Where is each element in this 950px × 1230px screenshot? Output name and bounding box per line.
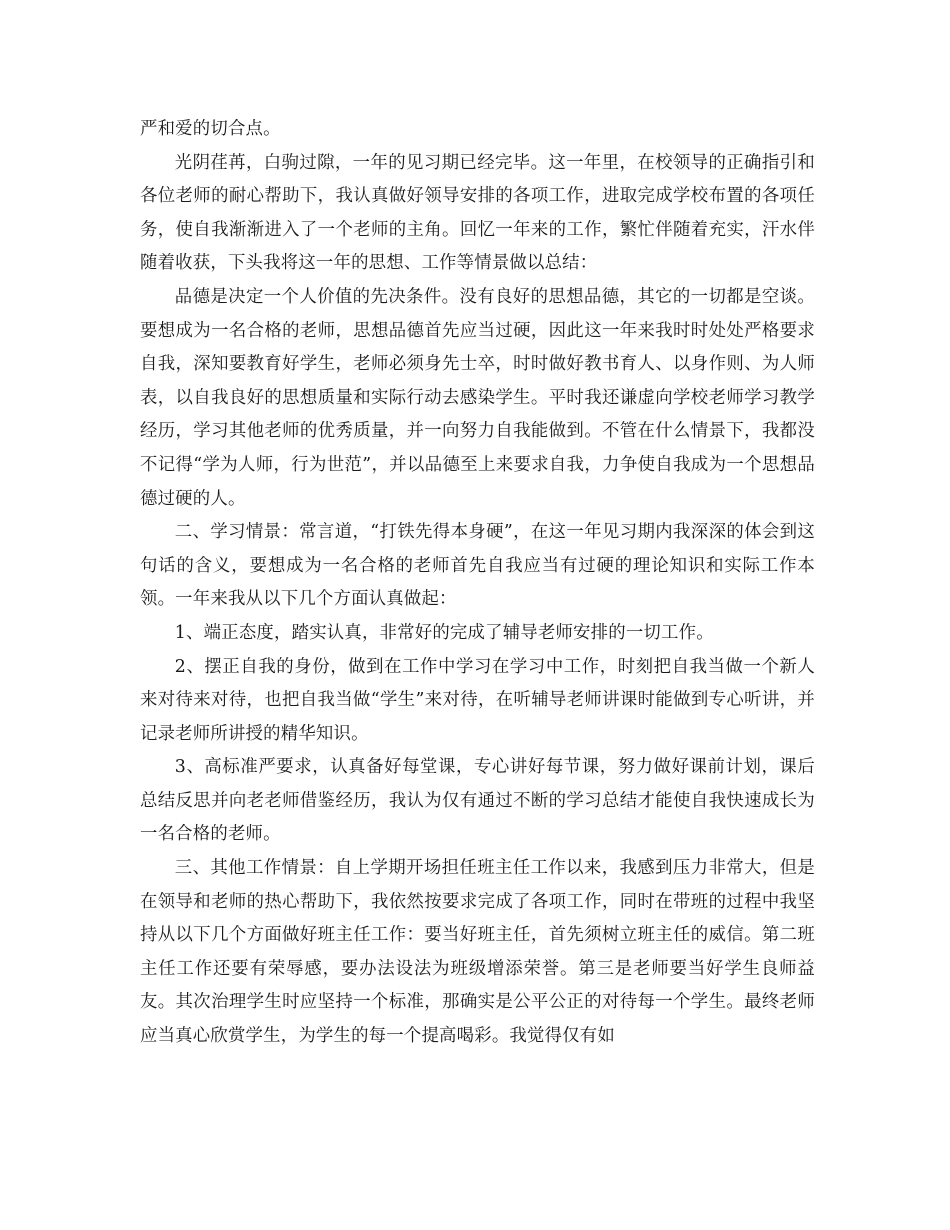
paragraph-intro: 光阴荏苒，白驹过隙，一年的见习期已经完毕。这一年里，在校领导的正确指引和各位老师的耐心帮助下，我认真做好领导安排的各项工作，进取完成学校布置的各项任务，使自我渐渐进入了一个老师的主角。回忆一年来的工作，繁忙伴随着充实，汗水伴随着收获，下头我将这一年的思想、工作等情景做以总结： <box>140 152 815 274</box>
paragraph-other-work: 三、其他工作情景：自上学期开场担任班主任工作以来，我感到压力非常大，但是在领导和老师的热心帮助下，我依然按要求完成了各项工作，同时在带班的过程中我坚持从以下几个方面做好班主任工作：要当好班主任，首先须树立班主任的威信。第二班主任工作还要有荣辱感，要办法设法为班级增添荣誉。第三是老师要当好学生良师益友。其次治理学生时应坚持一个标准，那确实是公平公正的对待每一个学生。最终老师应当真心欣赏学生，为学生的每一个提高喝彩。我觉得仅有如 <box>140 858 815 1047</box>
paragraph-point-3: 3、高标准严要求，认真备好每堂课，专心讲好每节课，努力做好课前计划，课后总结反思并向老老师借鉴经历，我认为仅有通过不断的学习总结才能使自我快速成长为一名合格的老师。 <box>140 757 815 845</box>
paragraph-continuation: 严和爱的切合点。 <box>140 119 281 139</box>
paragraph-learning: 二、学习情景：常言道，“打铁先得本身硬”，在这一年见习期内我深深的体会到这句话的含义，要想成为一名合格的老师首先自我应当有过硬的理论知识和实际工作本领。一年来我从以下几个方面认真做起： <box>140 522 815 610</box>
paragraph-moral-character: 品德是决定一个人价值的先决条件。没有良好的思想品德，其它的一切都是空谈。要想成为一名合格的老师，思想品德首先应当过硬，因此这一年来我时时处处严格要求自我，深知要教育好学生，老师必须身先士卒，时时做好教书育人、以身作则、为人师表，以自我良好的思想质量和实际行动去感染学生。平时我还谦虚向学校老师学习教学经历，学习其他老师的优秀质量，并一向努力自我能做到。不管在什么情景下，我都没不记得“学为人师，行为世范”，并以品德至上来要求自我，力争使自我成为一个思想品德过硬的人。 <box>140 286 815 509</box>
document-body <box>140 113 815 1054</box>
paragraph-point-1: 1、端正态度，踏实认真，非常好的完成了辅导老师安排的一切工作。 <box>174 622 714 643</box>
paragraph-point-2: 2、摆正自我的身份，做到在工作中学习在学习中工作，时刻把自我当做一个新人来对待来对待，也把自我当做“学生”来对待，在听辅导老师讲课时能做到专心听讲，并记录老师所讲授的精华知识。 <box>140 656 815 744</box>
